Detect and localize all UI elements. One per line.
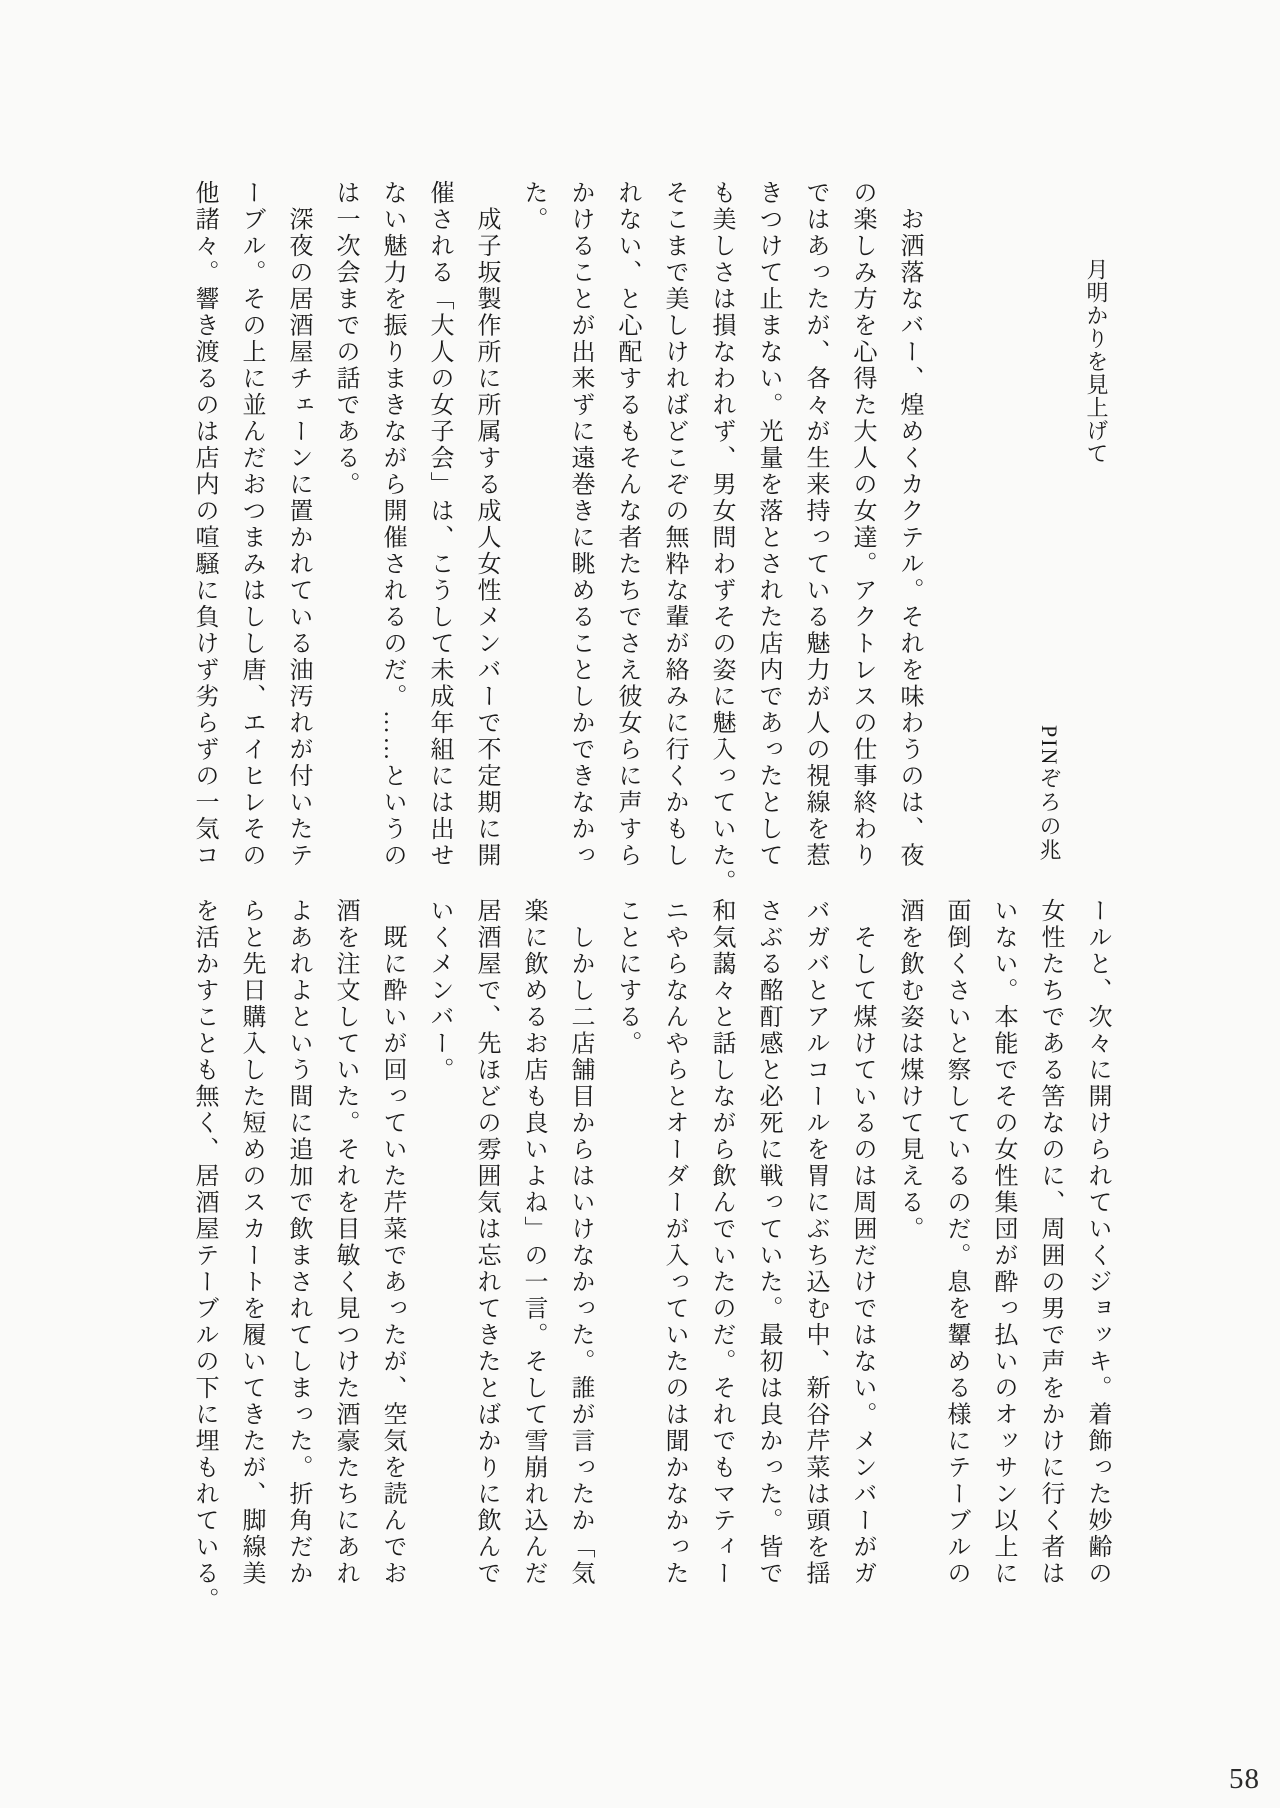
text-column: ニやらなんやらとオーダーが入っていたのは聞かなかった [661,898,687,1587]
text-column: れない、と心配するもそんな者たちでさえ彼女らに声すら [614,180,640,869]
bottom-text-section [180,898,1120,1618]
top-text-section [180,180,1120,900]
text-column: 酒を注文していた。それを目敏く見つけた酒豪たちにあれ [332,898,358,1587]
page-subtitle: PINぞろの兆 [1037,725,1062,863]
text-column: ではあったが、各々が生来持っている魅力が人の視線を惹 [802,180,828,869]
text-column: いくメンバー。 [426,898,452,1084]
text-column: 面倒くさいと察しているのだ。息を顰める様にテーブルの [943,898,969,1587]
text-column: さぶる酩酊感と必死に戦っていた。最初は良かった。皆で [755,898,781,1587]
text-column: 居酒屋で、先ほどの雰囲気は忘れてきたとばかりに飲んで [473,898,499,1587]
page-title: 月明かりを見上げて [1084,258,1109,465]
text-column: た。 [520,180,546,233]
text-column: 楽に飲めるお店も良いよね」の一言。そして雪崩れ込んだ [520,898,546,1587]
text-column: 女性たちである筈なのに、周囲の男で声をかけに行く者は [1037,898,1063,1587]
text-column: 他諸々。響き渡るのは店内の喧騒に負けず劣らずの一気コ [191,180,217,869]
text-column: バガバとアルコールを胃にぶち込む中、新谷芹菜は頭を揺 [802,898,828,1587]
text-column: らと先日購入した短めのスカートを履いてきたが、脚線美 [238,898,264,1587]
text-column: しかし二店舗目からはいけなかった。誰が言ったか「気 [567,898,593,1587]
text-column: 催される「大人の女子会」は、こうして未成年組には出せ [426,180,452,869]
text-column: ーブル。その上に並んだおつまみはしし唐、エイヒレその [238,180,264,869]
text-column: よあれよという間に追加で飲まされてしまった。折角だか [285,898,311,1587]
text-column: は一次会までの話である。 [332,180,358,498]
text-column: 酒を飲む姿は煤けて見える。 [896,898,922,1243]
text-column: の楽しみ方を心得た大人の女達。アクトレスの仕事終わり [849,180,875,869]
text-column: 深夜の居酒屋チェーンに置かれている油汚れが付いたテ [285,180,311,869]
text-column: そこまで美しければどこぞの無粋な輩が絡みに行くかもし [661,180,687,869]
text-column: かけることが出来ずに遠巻きに眺めることしかできなかっ [567,180,593,869]
text-column: きつけて止まない。光量を落とされた店内であったとして [755,180,781,869]
page-number: 58 [1229,1763,1260,1795]
text-column: ない魅力を振りまきながら開催されるのだ。……というの [379,180,405,869]
text-column: も美しさは損なわれず、男女問わずその姿に魅入っていた。 [708,180,734,896]
text-column: そして煤けているのは周囲だけではない。メンバーがガ [849,898,875,1587]
text-column: いない。本能でその女性集団が酔っ払いのオッサン以上に [990,898,1016,1587]
text-column: ことにする。 [614,898,640,1057]
text-column: 成子坂製作所に所属する成人女性メンバーで不定期に開 [473,180,499,869]
text-column: ールと、次々に開けられていくジョッキ。着飾った妙齢の [1084,898,1110,1587]
text-column: を活かすことも無く、居酒屋テーブルの下に埋もれている。 [191,898,217,1614]
text-column: お洒落なバー、煌めくカクテル。それを味わうのは、夜 [896,180,922,869]
text-column: 和気藹々と話しながら飲んでいたのだ。それでもマティー [708,898,734,1587]
text-column: 既に酔いが回っていた芹菜であったが、空気を読んでお [379,898,405,1587]
